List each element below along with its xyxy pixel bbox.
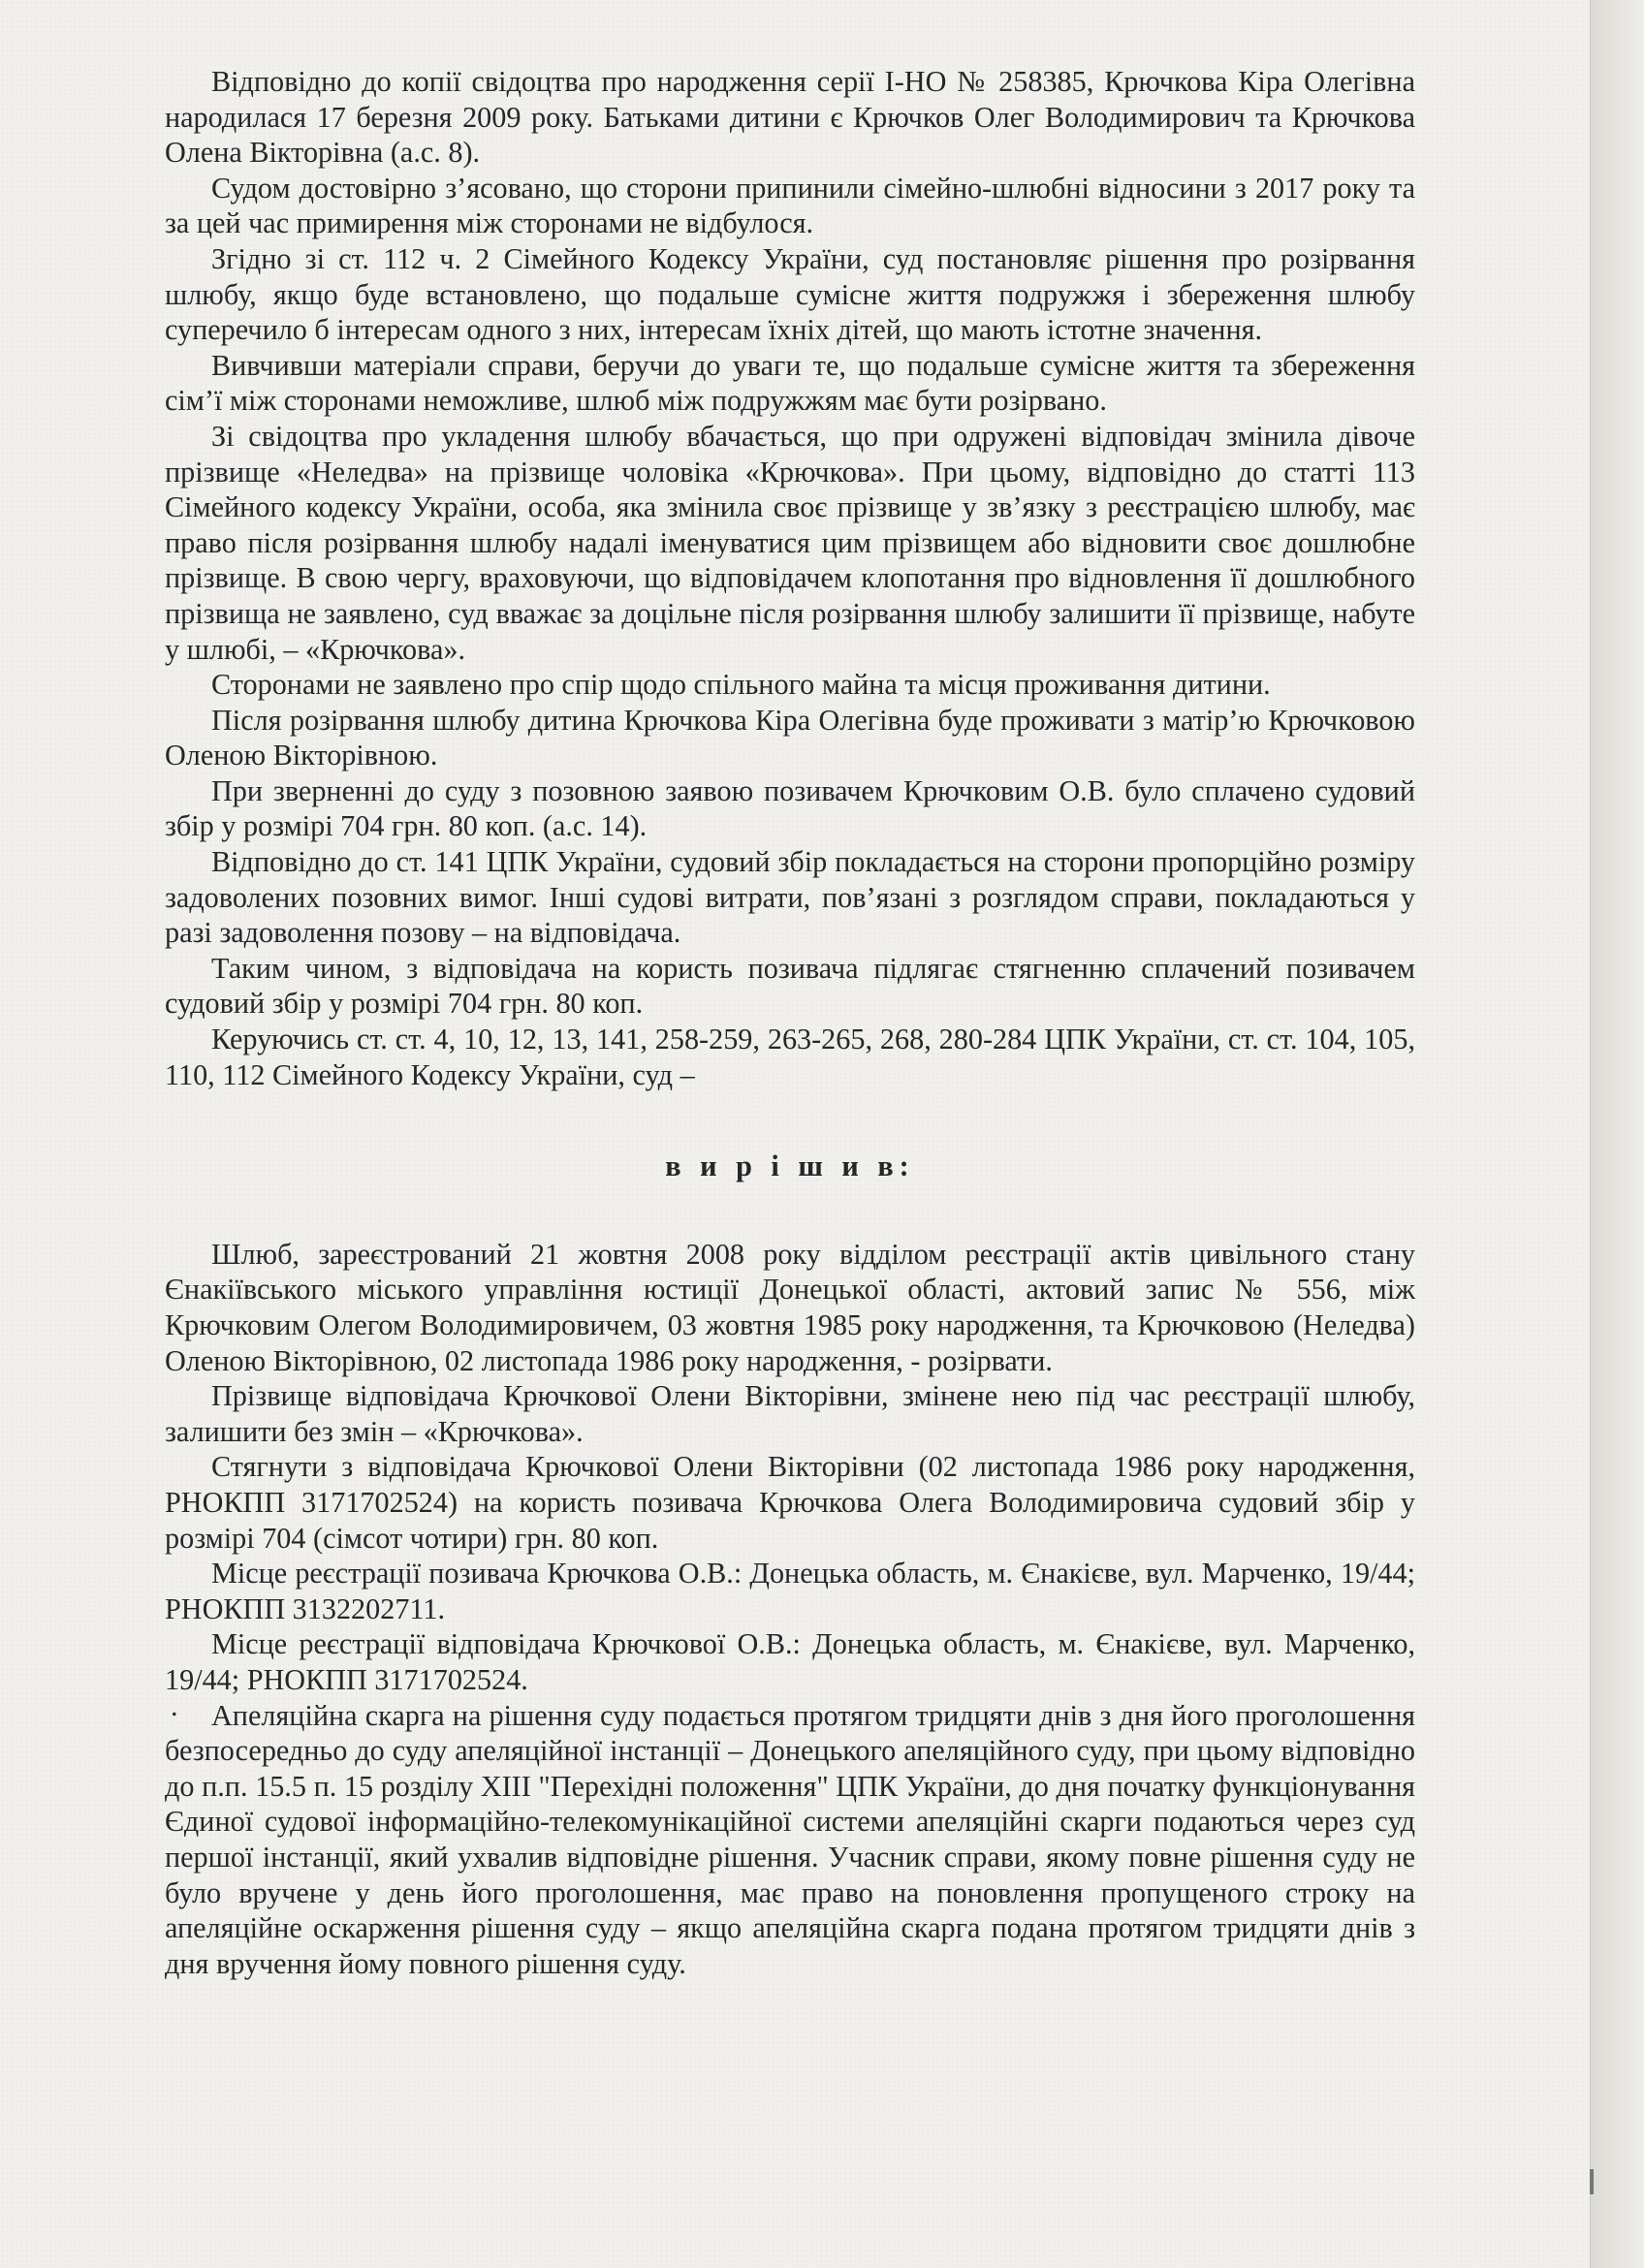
scan-edge-mark	[1590, 2169, 1594, 2194]
ruling-respondent-address: Місце реєстрації відповідача Крючкової О.В.: Донецька область, м. Єнакієве, вул. Марченко, 19/44; РНОКПП 3171702524.	[165, 1627, 1415, 1696]
paragraph-birth-certificate: Відповідно до копії свідоцтва про народження серії І-НО № 258385, Крючкова Кіра Олегівна народилася 17 березня 2009 року. Батьками дитини є Крючков Олег Володимирович та Крючкова Олена Вікторівна (а.с. 8).	[165, 65, 1415, 170]
paragraph-no-dispute: Сторонами не заявлено про спір щодо спільного майна та місця проживання дитини.	[211, 668, 1271, 702]
paragraph-fee-recovery: Таким чином, з відповідача на користь позивача підлягає стягненню сплачений позивачем судовий збір у розмірі 704 грн. 80 коп.	[165, 951, 1415, 1021]
ruling-plaintiff-address: Місце реєстрації позивача Крючкова О.В.: Донецька область, м. Єнакієве, вул. Марченко, 19/44; РНОКПП 3132202711.	[165, 1557, 1415, 1625]
ruling-divorce: Шлюб, зареєстрований 21 жовтня 2008 року відділом реєстрації актів цивільного стану Єнакіївського міського управління юстиції Донецької області, актовий запис № 556, між Крючковим Олегом Володимировичем, 03 жовтня 1985 року народження, та Крючковою (Неледва) Оленою Вікторівною, 02 листопада 1986 року народження, - розірвати.	[165, 1237, 1415, 1377]
paragraph-relations-ended: Судом достовірно з’ясовано, що сторони припинили сімейно-шлюбні відносини з 2017 року та за цей час примирення між сторонами не відбулося.	[165, 171, 1415, 240]
ruling-surname: Прізвище відповідача Крючкової Олени Вікторівни, змінене нею під час реєстрації шлюбу, залишити без змін – «Крючкова».	[165, 1379, 1415, 1448]
margin-mark: .	[171, 1690, 178, 1722]
ruling-appeal: Апеляційна скарга на рішення суду подається протягом тридцяти днів з дня його проголошення безпосередньо до суду апеляційної інстанції – Донецького апеляційного суду, при цьому відповідно до п.п. 15.5 п. 15 розділу XIII "Перехідні положення" ЦПК України, до дня початку функціонування Єдиної судової інформаційно-телекомунікаційної системи апеляційні скарги подаються через суд першої інстанції, який ухвалив відповідне рішення. Учасник справи, якому повне рішення суду не було вручене у день його проголошення, має право на поновлення пропущеного строку на апеляційне оскарження рішення суду – якщо апеляційна скарга подана протягом тридцяти днів з дня вручення йому повного рішення суду.	[165, 1698, 1415, 1980]
paragraph-family-code-112: Згідно зі ст. 112 ч. 2 Сімейного Кодексу України, суд постановляє рішення про розірвання шлюбу, якщо буде встановлено, що подальше сумісне життя подружжя і збереження шлюбу суперечило б інтересам одного з них, інтересам їхніх дітей, що мають істотне значення.	[165, 241, 1415, 347]
document-body	[165, 64, 1415, 1981]
paragraph-cpc-141: Відповідно до ст. 141 ЦПК України, судовий збір покладається на сторони пропорційно розміру задоволених позовних вимог. Інші судові витрати, пов’язані з розглядом справи, покладаються у разі задоволення позову – на відповідача.	[165, 845, 1415, 950]
paragraph-court-fee-paid: При зверненні до суду з позовною заявою позивачем Крючковим О.В. було сплачено судовий збір у розмірі 704 грн. 80 коп. (а.с. 14).	[165, 773, 1415, 843]
paragraph-case-materials: Вивчивши матеріали справи, беручи до уваги те, що подальше сумісне життя та збереження сім’ї між сторонами неможливе, шлюб між подружжям має бути розірвано.	[165, 348, 1415, 418]
paragraph-child-residence: Після розірвання шлюбу дитина Крючкова Кіра Олегівна буде проживати з матір’ю Крючковою Оленою Вікторівною.	[165, 703, 1415, 772]
ruling-heading: в и р і ш и в:	[665, 1150, 915, 1183]
paragraph-surname: Зі свідоцтва про укладення шлюбу вбачається, що при одружені відповідач змінила дівоче прізвище «Неледва» на прізвище чоловіка «Крючкова». При цьому, відповідно до статті 113 Сімейного кодексу України, особа, яка змінила своє прізвище у зв’язку з реєстрацією шлюбу, має право після розірвання шлюбу надалі іменуватися цим прізвищем або відновити своє дошлюбне прізвище. В свою чергу, враховуючи, що відповідачем клопотання про відновлення її дошлюбного прізвища не заявлено, суд вважає за доцільне після розірвання шлюбу залишити її прізвище, набуте у шлюбі, – «Крючкова».	[165, 419, 1415, 666]
page-edge	[1590, 0, 1644, 2268]
paragraph-legal-basis: Керуючись ст. ст. 4, 10, 12, 13, 141, 258-259, 263-265, 268, 280-284 ЦПК України, ст. ст. 104, 105, 110, 112 Сімейного Кодексу України, суд –	[165, 1023, 1415, 1091]
ruling-fee: Стягнути з відповідача Крючкової Олени Вікторівни (02 листопада 1986 року народження, РНОКПП 3171702524) на користь позивача Крючкова Олега Володимировича судовий збір у розмірі 704 (сімсот чотири) грн. 80 коп.	[165, 1450, 1415, 1555]
